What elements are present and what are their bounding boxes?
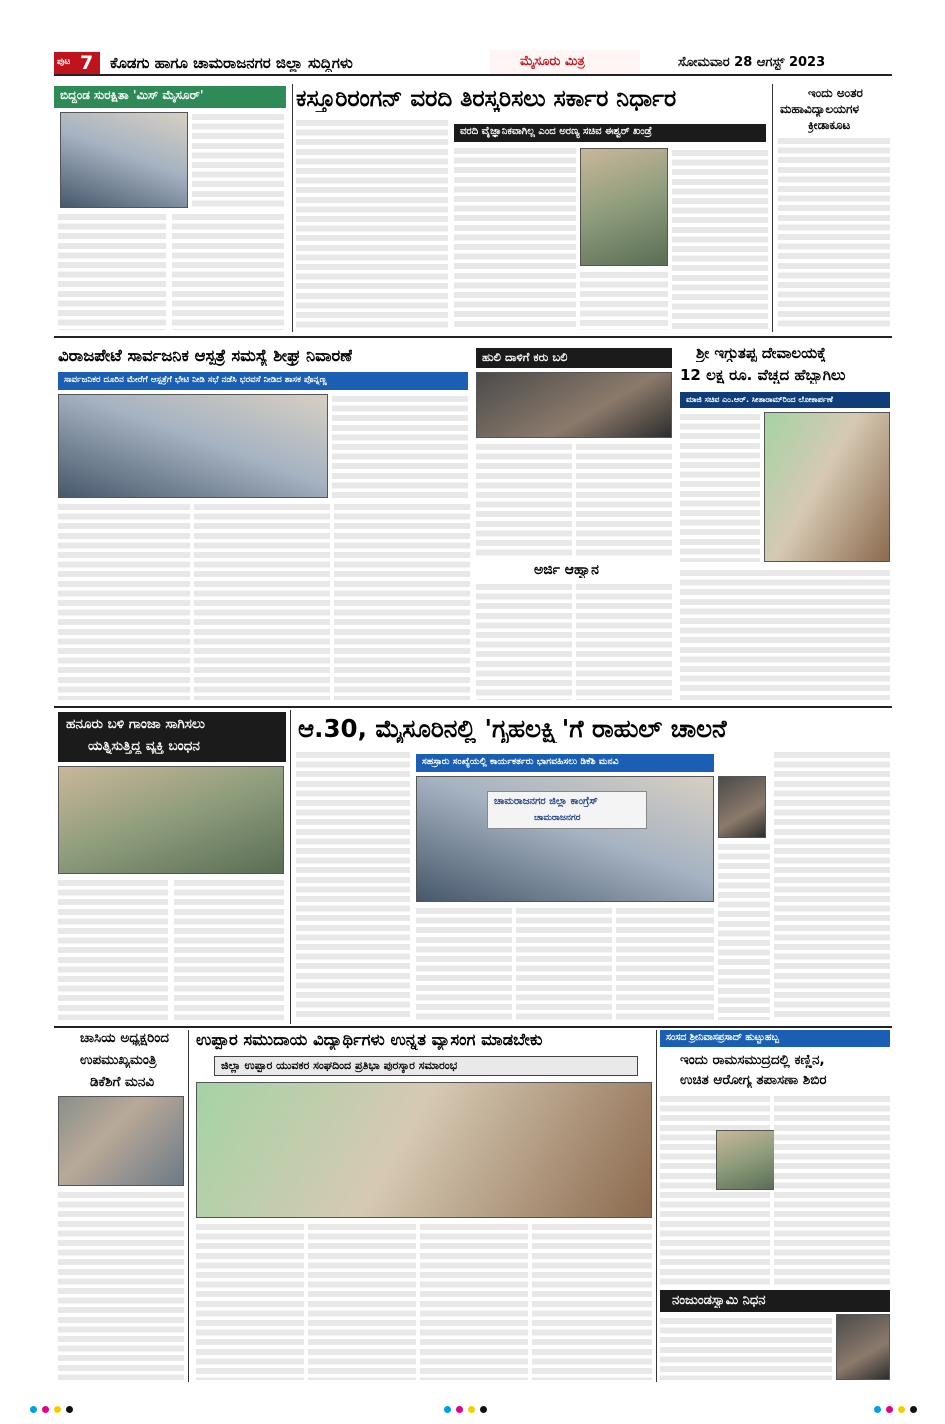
kasturirangan-body-col3 xyxy=(580,270,668,330)
miss-mysore-photo xyxy=(60,112,188,208)
sports-body xyxy=(778,136,890,330)
uppara-subhead: ಜಿಲ್ಲಾ ಉಪ್ಪಾರ ಯುವಕರ ಸಂಘದಿಂದ ಪ್ರತಿಭಾ ಪುರಸ್ಕಾರ ಸಮಾರಂಭ xyxy=(221,1059,458,1072)
temple-subhead-bar xyxy=(680,392,890,408)
ganja-headline-1: ಹನೂರು ಬಳಿ ಗಾಂಜಾ ಸಾಗಿಸಲು xyxy=(66,716,205,732)
gruhalakshmi-body-col3 xyxy=(516,906,612,1020)
miss-mysore-headline: ಬಿದ್ದಂಡ ಸುರಕ್ಷಿತಾ 'ಮಿಸ್ ಮೈಸೂರ್' xyxy=(60,88,204,102)
health-camp-label: ಸಂಸದ ಶ್ರೀನಿವಾಸಪ್ರಸಾದ್ ಹುಟ್ಟುಹಬ್ಬ xyxy=(666,1032,779,1043)
column-rule xyxy=(188,1030,189,1382)
temple-body-col2 xyxy=(680,568,890,700)
column-rule xyxy=(772,84,773,332)
arrest-photo xyxy=(58,766,284,874)
section-divider xyxy=(54,706,892,708)
obituary-headline: ನಂಜುಂಡಸ್ವಾಮಿ ನಿಧನ xyxy=(672,1293,766,1308)
kasturirangan-subhead: ವರದಿ ವೈಜ್ಞಾನಿಕವಾಗಿಲ್ಲ ಎಂದ ಅರಣ್ಯ ಸಚಿವ ಈಶ್ವರ್ ಖಂಡ್ರೆ xyxy=(460,126,652,137)
uppara-headline: ಉಪ್ಪಾರ ಸಮುದಾಯ ವಿದ್ಯಾರ್ಥಿಗಳು ಉನ್ನತ ವ್ಯಾಸಂಗ ಮಾಡಬೇಕು xyxy=(196,1030,543,1049)
sports-headline-1: ಇಂದು ಅಂತರ xyxy=(808,86,863,100)
health-camp-label-bar xyxy=(660,1030,890,1047)
kasturirangan-body-col1 xyxy=(296,118,448,330)
paper-name-box xyxy=(490,50,640,74)
dkshi-body xyxy=(58,1190,184,1380)
gruhalakshmi-body-col4 xyxy=(616,906,714,1020)
page-label: ಪುಟ xyxy=(57,57,71,67)
health-camp-headline-2: ಉಚಿತ ಆರೋಗ್ಯ ತಪಾಸಣಾ ಶಿಬಿರ xyxy=(680,1072,827,1088)
virajpet-body-col4 xyxy=(334,502,470,700)
temple-headline-1: ಶ್ರೀ ಇಗ್ಗುತಪ್ಪ ದೇವಾಲಯಕ್ಕೆ xyxy=(696,344,826,362)
dignitaries-photo xyxy=(718,776,766,838)
section-divider xyxy=(54,336,892,338)
dkshi-headline-3: ಡಿಕೆಶಿಗೆ ಮನವಿ xyxy=(90,1074,155,1090)
masthead xyxy=(54,50,892,76)
gruhalakshmi-headline: ಆ.30, ಮೈಸೂರಿನಲ್ಲಿ 'ಗೃಹಲಕ್ಷ್ಮಿ'ಗೆ ರಾಹುಲ್ ಚಾಲನೆ xyxy=(298,714,727,743)
gruhalakshmi-body-col1 xyxy=(296,750,410,1020)
temple-photo xyxy=(764,412,890,562)
virajpet-body-col2 xyxy=(58,502,190,700)
minister-photo xyxy=(580,148,668,266)
ganja-body-col1 xyxy=(58,878,168,1020)
ganja-headline-2: ಯತ್ನಿಸುತ್ತಿದ್ದ ವ್ಯಕ್ತಿ ಬಂಧನ xyxy=(88,738,200,754)
temple-headline-2: 12 ಲಕ್ಷ ರೂ. ವೆಚ್ಚದ ಹೆಬ್ಬಾಗಿಲು xyxy=(680,366,846,384)
kasturirangan-body-col4 xyxy=(672,148,768,330)
gruhalakshmi-body-col6 xyxy=(774,750,890,1020)
column-rule xyxy=(290,710,291,1024)
miss-mysore-headline-bar xyxy=(54,86,286,108)
kasturirangan-subhead-bar xyxy=(454,124,766,142)
sports-headline-3: ಕ್ರೀಡಾಕೂಟ xyxy=(808,118,851,132)
application-headline: ಅರ್ಜಿ ಆಹ್ವಾನ xyxy=(534,562,599,578)
uppara-body-col1 xyxy=(196,1222,304,1380)
banner-line-2: ಚಾಮರಾಜನಗರ xyxy=(534,813,581,823)
gruhalakshmi-subhead-bar xyxy=(416,754,714,772)
masthead-date: ಸೋಮವಾರ 28 ಆಗಸ್ಟ್ 2023 xyxy=(678,55,826,70)
congress-meeting-photo xyxy=(416,776,714,902)
gruhalakshmi-subhead: ಸಹಸ್ರಾರು ಸಂಖ್ಯೆಯಲ್ಲಿ ಕಾರ್ಯಕರ್ತರು ಭಾಗವಹಿಸಲು ಡಿಕೆಶಿ ಮನವಿ xyxy=(422,756,619,767)
dkshi-headline-2: ಉಪಮುಖ್ಯಮಂತ್ರಿ xyxy=(80,1052,157,1068)
award-ceremony-photo xyxy=(196,1082,652,1218)
health-camp-body-col2 xyxy=(774,1094,890,1286)
section-divider xyxy=(54,1026,892,1028)
section-title: ಕೊಡಗು ಹಾಗೂ ಚಾಮರಾಜನಗರ ಜಿಲ್ಲಾ ಸುದ್ದಿಗಳು xyxy=(110,54,353,72)
virajpet-headline: ವಿರಾಜಪೇಟೆ ಸಾರ್ವಜನಿಕ ಆಸ್ಪತ್ರೆ ಸಮಸ್ಯೆ ಶೀಘ್ರ ನಿವಾರಣೆ xyxy=(58,346,353,365)
temple-body-col1 xyxy=(680,412,760,562)
obituary-body xyxy=(660,1316,832,1380)
miss-mysore-caption-text xyxy=(192,112,284,208)
kasturirangan-headline: ಕಸ್ತೂರಿರಂಗನ್ ವರದಿ ತಿರಸ್ಕರಿಸಲು ಸರ್ಕಾರ ನಿರ್ಧಾರ xyxy=(296,86,677,112)
column-rule xyxy=(292,84,293,332)
application-body-col1 xyxy=(476,582,572,700)
virajpet-body-col1 xyxy=(332,394,468,498)
page-number: 7 xyxy=(80,52,94,74)
obituary-headline-bar xyxy=(660,1290,890,1312)
dkshi-headline-1: ಚಾಸಿಯ ಅಧ್ಯಕ್ಷರಿಂದ xyxy=(80,1030,169,1046)
uppara-body-col4 xyxy=(532,1222,652,1380)
banner-line-1: ಚಾಮರಾಜನಗರ ಜಿಲ್ಲಾ ಕಾಂಗ್ರೆಸ್ xyxy=(494,796,598,807)
virajpet-subhead: ಸಾರ್ವಜನಿಕರ ದೂರಿನ ಮೇರೆಗೆ ಆಸ್ಪತ್ರೆಗೆ ಭೇಟಿ ನೀಡಿ ಸಭೆ ನಡೆಸಿ ಭರವಸೆ ನೀಡಿದ ಶಾಸಕ ಪೊನ್ನಣ್ಣ xyxy=(64,375,327,385)
health-camp-body-col1 xyxy=(660,1094,770,1286)
dkshi-photo xyxy=(58,1096,184,1186)
page-badge xyxy=(54,52,100,74)
miss-mysore-body-col2 xyxy=(172,212,284,330)
gruhalakshmi-body-col5 xyxy=(718,842,770,1020)
ganja-body-col2 xyxy=(174,878,284,1020)
column-rule xyxy=(656,1030,657,1382)
tiger-headline: ಹುಲಿ ದಾಳಿಗೆ ಕರು ಬಲಿ xyxy=(482,350,568,364)
kasturirangan-body-col2 xyxy=(454,146,576,330)
obituary-portrait-photo xyxy=(836,1314,890,1380)
virajpet-body-col3 xyxy=(194,502,330,700)
health-camp-headline-1: ಇಂದು ರಾಮಸಮುದ್ರದಲ್ಲಿ ಕಣ್ಣಿನ, xyxy=(680,1052,825,1068)
mp-portrait-photo xyxy=(716,1130,776,1190)
temple-subhead: ಮಾಜಿ ಸಚಿವ ಎಂ.ಆರ್. ಸೀತಾರಾಮ್‌ರಿಂದ ಲೋಕಾರ್ಪಣೆ xyxy=(686,395,833,404)
tiger-headline-bar xyxy=(476,348,672,368)
stage-banner xyxy=(487,791,647,829)
ganja-headline-box xyxy=(58,712,286,762)
application-body-col2 xyxy=(576,582,672,700)
paper-name: ಮೈಸೂರು ಮಿತ್ರ xyxy=(520,54,585,69)
calf-photo xyxy=(476,372,672,438)
uppara-body-col2 xyxy=(308,1222,416,1380)
virajpet-meeting-photo xyxy=(58,394,328,498)
tiger-body-col1 xyxy=(476,442,572,558)
miss-mysore-body-col1 xyxy=(58,212,166,330)
tiger-body-col2 xyxy=(576,442,672,558)
uppara-subhead-bar xyxy=(214,1056,638,1076)
uppara-body-col3 xyxy=(420,1222,528,1380)
sports-headline-2: ಮಹಾವಿದ್ಯಾಲಯಗಳ xyxy=(780,102,859,116)
gruhalakshmi-body-col2 xyxy=(416,906,512,1020)
virajpet-subhead-bar xyxy=(58,372,468,390)
